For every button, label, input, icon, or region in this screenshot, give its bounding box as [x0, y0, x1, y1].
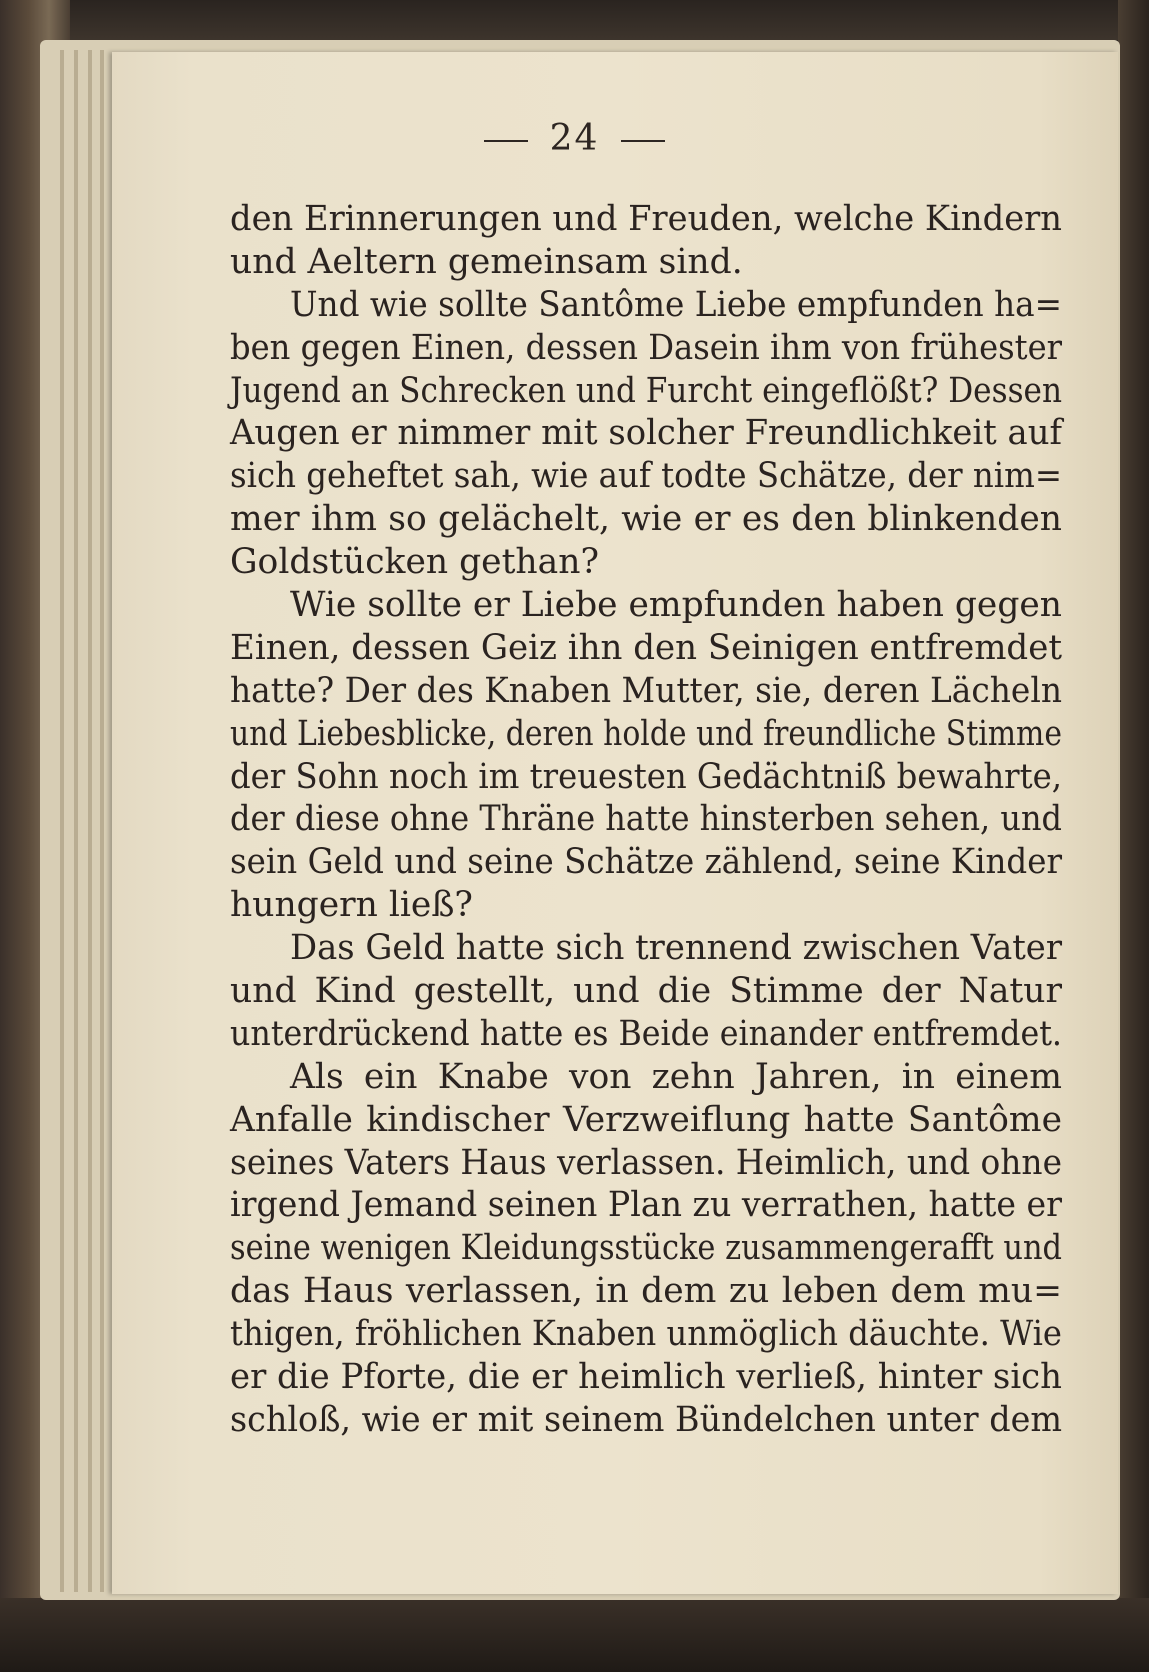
header-dash-left [484, 140, 528, 142]
text-line: irgend Jemand seinen Plan zu verrathen, hatte er [230, 1185, 1062, 1226]
header-dash-right [621, 140, 665, 142]
text-line: hatte? Der des Knaben Mutter, sie, deren Lächeln [230, 670, 1062, 711]
page-stack-layer [100, 50, 104, 1592]
text-line: der Sohn noch im treuesten Gedächtniß bewahrte, [230, 756, 1062, 797]
book-cover-top-edge [0, 0, 1149, 40]
text-line: thigen, fröhlichen Knaben unmöglich däuchte. Wie [230, 1314, 1062, 1355]
text-line: Goldstücken gethan? [230, 542, 599, 583]
text-line: seine wenigen Kleidungsstücke zusammengerafft und [230, 1228, 1062, 1269]
text-line: und Kind gestellt, und die Stimme der Natur [230, 971, 1062, 1012]
text-line: seines Vaters Haus verlassen. Heimlich, und ohne [230, 1142, 1062, 1183]
text-line: er die Pforte, die er heimlich verließ, hinter sich [230, 1357, 1062, 1398]
body-text [230, 198, 1062, 1442]
text-line: Das Geld hatte sich trennend zwischen Vater [290, 928, 1062, 969]
text-line: der diese ohne Thräne hatte hinsterben sehen, und [230, 799, 1062, 840]
text-line: unterdrückend hatte es Beide einander entfremdet. [230, 1013, 1062, 1054]
text-line: mer ihm so gelächelt, wie er es den blinkenden [230, 499, 1062, 540]
text-line: sich geheftet sah, wie auf todte Schätze, der nim= [230, 456, 1062, 497]
text-line: den Erinnerungen und Freuden, welche Kindern [230, 199, 1062, 239]
text-line: Wie sollte er Liebe empfunden haben gegen [290, 585, 1062, 626]
text-line: Als ein Knabe von zehn Jahren, in einem [290, 1056, 1062, 1097]
text-line: Und wie sollte Santôme Liebe empfunden ha= [290, 284, 1062, 325]
page-number-header [0, 118, 1149, 159]
page-stack-layer [88, 50, 92, 1592]
text-line: Anfalle kindischer Verzweiflung hatte Santôme [230, 1099, 1062, 1140]
page-number: 24 [549, 118, 600, 159]
text-line: Einen, dessen Geiz ihn den Seinigen entfremdet [230, 627, 1062, 668]
text-line: sein Geld und seine Schätze zählend, seine Kinder [230, 842, 1062, 883]
text-line: und Aeltern gemeinsam sind. [230, 241, 743, 282]
text-line: hungern ließ? [230, 885, 473, 926]
text-line: und Liebesblicke, deren holde und freundliche Stimme [230, 713, 1062, 754]
page-stack-layer [60, 50, 64, 1592]
page-stack-layer [74, 50, 78, 1592]
text-line: schloß, wie er mit seinem Bündelchen unter dem [230, 1399, 1062, 1440]
text-line: ben gegen Einen, dessen Dasein ihm von frühester [230, 327, 1062, 368]
book-cover-right-edge [1118, 0, 1149, 1672]
text-line: Augen er nimmer mit solcher Freundlichkeit auf [230, 413, 1062, 454]
text-line: Jugend an Schrecken und Furcht eingeflößt? Dessen [230, 370, 1062, 411]
text-line: das Haus verlassen, in dem zu leben dem mu= [230, 1271, 1062, 1312]
book-cover-bottom-edge [0, 1598, 1149, 1672]
